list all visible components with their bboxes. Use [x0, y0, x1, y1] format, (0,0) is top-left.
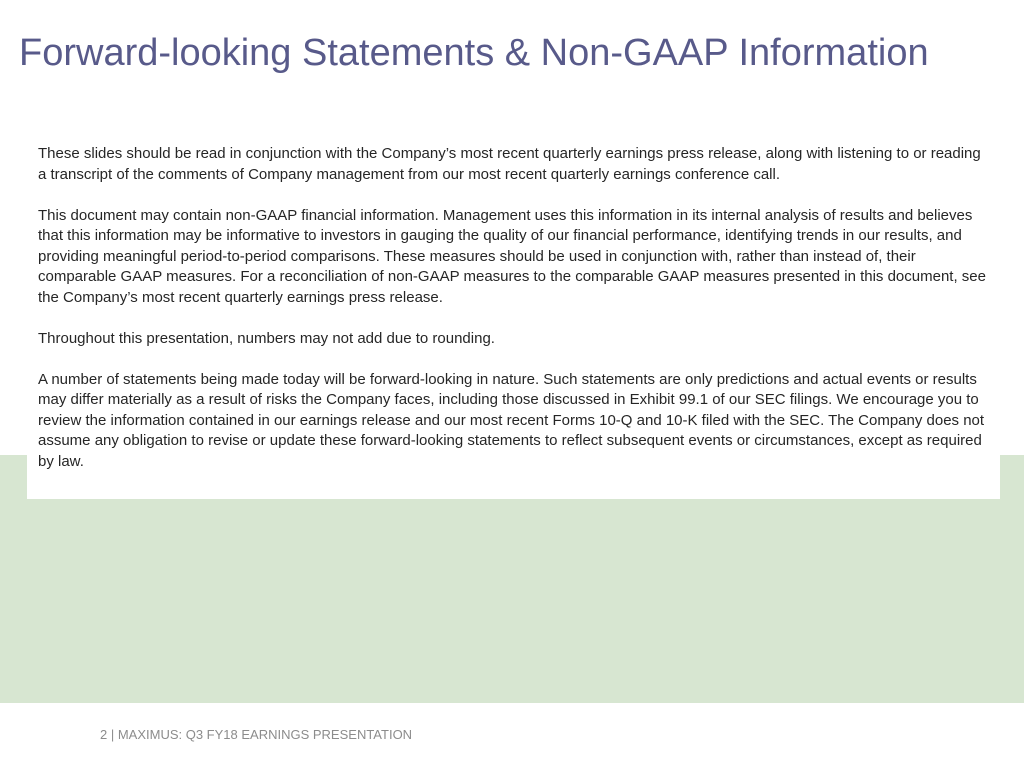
paragraph-rounding: Throughout this presentation, numbers may not add due to rounding. [38, 329, 495, 347]
paragraph-non-gaap: This document may contain non-GAAP financial information. Management uses this information in its internal analysis of results and believes that this information may be informative to investors in gauging the quality of our financial performance, identifying trends in our results, and providing meaningful period-to-period comparisons. These measures should be used in conjunction with, rather than instead of, their comparable GAAP measures. For a reconciliation of non-GAAP measures to the comparable GAAP measures presented in this document, see the Company’s most recent quarterly earnings press release. [38, 206, 986, 306]
slide-title: Forward-looking Statements & Non-GAAP Information [19, 32, 929, 74]
slide-footer: 2 | MAXIMUS: Q3 FY18 EARNINGS PRESENTATION [100, 727, 413, 742]
paragraph-forward-looking: A number of statements being made today will be forward-looking in nature. Such statements are only predictions and actual events or results may differ materially as a result of risks the Company faces, including those discussed in Exhibit 99.1 of our SEC filings. We encourage you to review the information contained in our earnings release and our most recent Forms 10-Q and 10-K filed with the SEC. The Company does not assume any obligation to revise or update these forward-looking statements to reflect subsequent events or circumstances, except as required by law. [38, 370, 985, 470]
paragraph-read-in-conjunction: These slides should be read in conjunction with the Company’s most recent quarterly earnings press release, along with listening to or reading a transcript of the comments of Company management from our most recent quarterly earnings conference call. [38, 145, 981, 183]
disclaimer-text-box [27, 137, 1000, 499]
